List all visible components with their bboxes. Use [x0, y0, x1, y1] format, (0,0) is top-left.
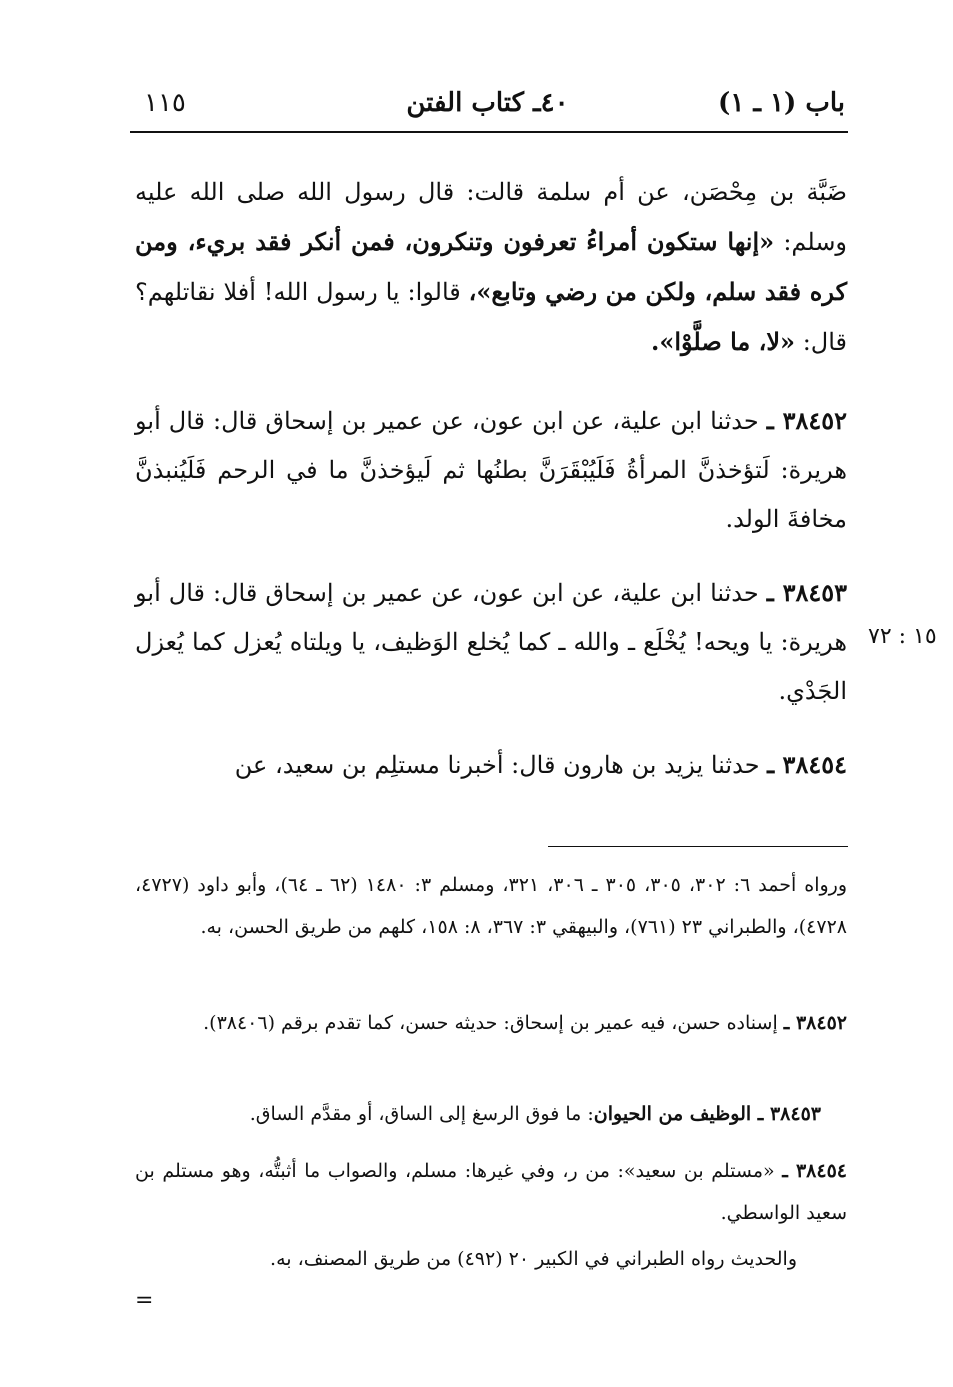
footnote-text: ورواه أحمد ٦: ٣٠٢، ٣٠٥، ٣٠٥ ـ ٣٠٦، ٣٢١، ومسلم ٣: ١٤٨٠ (٦٢ ـ ٦٤)، وأبو داود (٤٧٢٧، ٤٧٢٨)، والطبراني ٢٣ (٧٦١)، والبيهقي ٣: ٣٦٧، ٨: ١٥٨، كلهم من طريق الحسن، به. [135, 874, 848, 938]
hadith-text: حدثنا يزيد بن هارون قال: أخبرنا مستلِم بن سعيد، عن [234, 751, 768, 779]
chapter-label: باب (١ ـ ١) [718, 88, 845, 118]
footnote-1 [135, 864, 847, 948]
p1-question: قالوا: يا رسول الله! أفلا نقاتلهم؟ قال: [135, 278, 847, 356]
footnote-text: «مستلم بن سعيد»: من ر، وفي غيرها: مسلم، والصواب ما أثبتُّه، وهو مستلم بن سعيد الواسطي. [135, 1160, 847, 1224]
p1-quote: «إنها ستكون أمراءُ تعرفون وتنكرون، فمن أنكر فقد بريء، ومن كره فقد سلم، ولكن من رضي وتابع»، [135, 227, 847, 306]
footnote-text: والحديث رواه الطبراني في الكبير ٢٠ (٤٩٢) من طريق المصنف، به. [270, 1248, 797, 1270]
paragraph-1 [135, 168, 847, 367]
header-rule [130, 131, 848, 133]
footnote-38452 [135, 1002, 847, 1044]
margin-reference: ١٥ : ٧٢ [868, 624, 937, 649]
hadith-number: ٣٨٤٥٣ ـ [766, 578, 848, 607]
hadith-number: ٣٨٤٥٢ ـ [766, 406, 848, 435]
hadith-38454 [135, 740, 847, 790]
hadith-38453 [135, 568, 847, 716]
hadith-38452 [135, 396, 847, 544]
footnote-number: ٣٨٤٥٤ ـ [782, 1160, 847, 1182]
footnote-38454 [135, 1150, 847, 1234]
hadith-text: حدثنا ابن علية، عن ابن عون، عن عمير بن إسحاق قال: قال أبو هريرة: يا ويحه! يُخْلَع ـ والله ـ كما يُخلع الوَظيف، يا ويلتاه يُعزل كما يُعزل الجَدْي. [135, 579, 847, 705]
running-header [130, 88, 845, 128]
hadith-text: حدثنا ابن علية، عن ابن عون، عن عمير بن إسحاق قال: قال أبو هريرة: لَتؤخذنَّ المرأةُ فَلَيُبْقَرَنَّ بطنُها ثم لَيؤخذنَّ ما في الرحم فَلَيُنبذنَّ مخافةَ الولد. [135, 407, 847, 533]
footnote-number: ٣٨٤٥٢ ـ [783, 1012, 847, 1034]
hadith-number: ٣٨٤٥٤ ـ [767, 750, 847, 779]
p1-narration: ضَبَّة بن مِحْصَن، عن أم سلمة قالت: قال رسول الله صلى الله عليه وسلم: [135, 178, 848, 256]
p1-answer: «لا، ما صلَّوْا». [651, 327, 796, 356]
continuation-mark: = [135, 1288, 154, 1313]
page-number: ١١٥ [144, 88, 186, 118]
footnote-text: : ما فوق الرسغ إلى الساق، أو مقدَّم الساق. [249, 1103, 594, 1125]
book-title: ٤٠ـ كتاب الفتن [406, 88, 569, 118]
footnote-term: الوظيف من الحيوان [593, 1103, 758, 1125]
footnote-number: ٣٨٤٥٣ ـ [757, 1103, 821, 1125]
footnote-rule [548, 846, 848, 847]
footnote-38453 [135, 1093, 847, 1135]
footnote-source [135, 1238, 847, 1280]
footnote-text: إسناده حسن، فيه عمير بن إسحاق: حديثه حسن، كما تقدم برقم (٣٨٤٠٦). [203, 1012, 784, 1034]
